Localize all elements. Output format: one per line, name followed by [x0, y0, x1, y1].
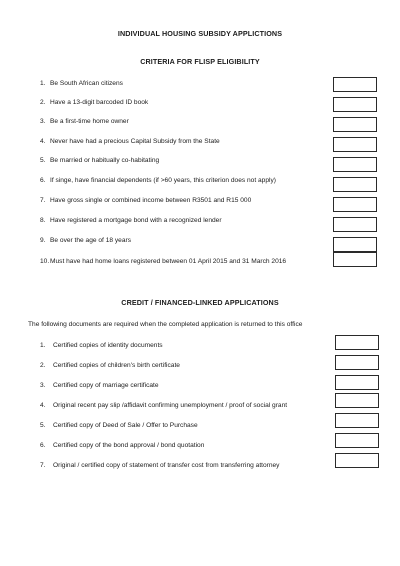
criteria-checkbox[interactable]: [333, 117, 377, 132]
criteria-checkbox[interactable]: [333, 237, 377, 252]
criteria-item-text: If singe, have financial dependents (if >60 years, this criterion does not apply): [50, 177, 276, 184]
criteria-checkbox[interactable]: [333, 197, 377, 212]
criteria-item: [40, 237, 131, 244]
criteria-heading: CRITERIA FOR FLISP ELIGIBILITY: [140, 57, 260, 66]
document-item-number: 2.: [40, 362, 46, 369]
criteria-item: [40, 80, 123, 87]
criteria-item-text: Be married or habitually co-habitating: [50, 157, 160, 164]
document-item-number: 3.: [40, 382, 46, 389]
criteria-item: [40, 157, 159, 164]
criteria-item: [40, 197, 251, 204]
document-item: [40, 462, 279, 469]
document-item-text: Original recent pay slip /affidavit confirming unemployment / proof of social grant: [53, 402, 288, 409]
document-checkbox[interactable]: [335, 355, 379, 370]
document-item: [40, 342, 163, 349]
document-checkbox[interactable]: [335, 433, 379, 448]
criteria-checkbox[interactable]: [333, 77, 377, 92]
document-item-text: Original / certified copy of statement of transfer cost from transferring attorney: [53, 462, 280, 469]
document-item: [40, 422, 198, 429]
document-item: [40, 382, 159, 389]
criteria-item-text: Be over the age of 18 years: [50, 237, 132, 244]
criteria-item-text: Never have had a precious Capital Subsidy from the State: [50, 138, 220, 145]
criteria-item-number: 4.: [40, 138, 46, 145]
criteria-checkbox[interactable]: [333, 217, 377, 232]
document-title: INDIVIDUAL HOUSING SUBSIDY APPLICTIONS: [117, 29, 283, 38]
criteria-item: [40, 258, 286, 265]
document-checkbox[interactable]: [335, 453, 379, 468]
document-item-number: 5.: [40, 422, 46, 429]
criteria-item: [40, 99, 148, 106]
criteria-checkbox[interactable]: [333, 252, 377, 267]
criteria-item-number: 8.: [40, 217, 46, 224]
credit-heading: CREDIT / FINANCED-LINKED APPLICATIONS: [121, 298, 279, 307]
document-item-text: Certified copy of marriage certificate: [53, 382, 159, 389]
criteria-item-text: Have gross single or combined income between R3501 and R15 000: [50, 197, 252, 204]
document-checkbox[interactable]: [335, 413, 379, 428]
criteria-item-number: 6.: [40, 177, 46, 184]
criteria-item-number: 3.: [40, 118, 46, 125]
document-checkbox[interactable]: [335, 393, 379, 408]
criteria-checkbox[interactable]: [333, 97, 377, 112]
criteria-item: [40, 177, 276, 184]
criteria-item-number: 7.: [40, 197, 46, 204]
criteria-item-text: Must have had home loans registered between 01 April 2015 and 31 March 2016: [50, 258, 287, 265]
criteria-item-number: 2.: [40, 99, 46, 106]
criteria-checkbox[interactable]: [333, 137, 377, 152]
document-item-text: Certified copies of identity documents: [53, 342, 163, 349]
document-item-text: Certified copy of Deed of Sale / Offer to Purchase: [53, 422, 198, 429]
criteria-item: [40, 217, 222, 224]
criteria-item-text: Be South African citizens: [50, 80, 123, 87]
document-item-text: Certified copy of the bond approval / bond quotation: [53, 442, 205, 449]
criteria-item-text: Be a first-time home owner: [50, 118, 129, 125]
criteria-item-text: Have a 13-digit barcoded ID book: [50, 99, 149, 106]
document-item-number: 7.: [40, 462, 46, 469]
criteria-checkbox[interactable]: [333, 157, 377, 172]
document-checkbox[interactable]: [335, 335, 379, 350]
document-item-number: 6.: [40, 442, 46, 449]
criteria-item-number: 1.: [40, 80, 46, 87]
document-checkbox[interactable]: [335, 375, 379, 390]
criteria-item-number: 5.: [40, 157, 46, 164]
criteria-checkbox[interactable]: [333, 177, 377, 192]
document-item: [40, 362, 180, 369]
document-item-number: 1.: [40, 342, 46, 349]
criteria-item: [40, 138, 220, 145]
criteria-item-number: 10.: [40, 258, 50, 265]
criteria-item: [40, 118, 129, 125]
document-item: [40, 442, 204, 449]
document-item-text: Certified copies of children's birth certificate: [53, 362, 180, 369]
credit-intro: The following documents are required when the completed application is returned to this office: [28, 321, 303, 328]
criteria-item-number: 9.: [40, 237, 46, 244]
document-item-number: 4.: [40, 402, 46, 409]
document-item: [40, 402, 287, 409]
criteria-item-text: Have registered a mortgage bond with a recognized lender: [50, 217, 222, 224]
